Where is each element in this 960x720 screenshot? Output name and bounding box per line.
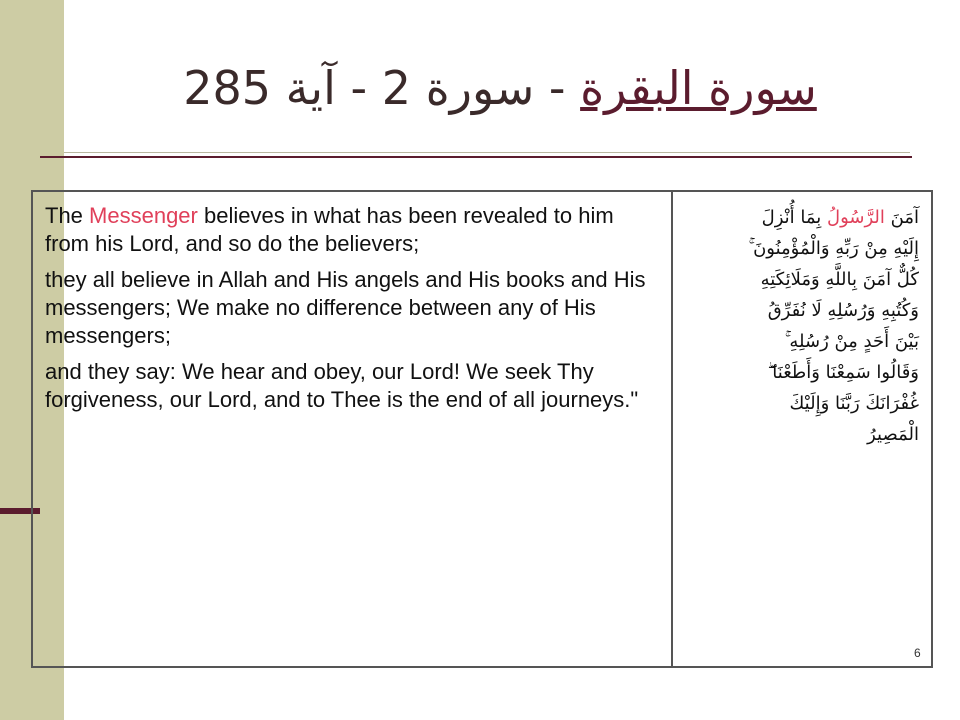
rasool-highlight: الرَّسُولُ <box>827 207 885 228</box>
arabic-line-8: الْمَصِيرُ <box>867 424 919 445</box>
arabic-line-2: إِلَيْهِ مِنْ رَبِّهِ وَالْمُؤْمِنُونَ ۚ <box>748 238 919 259</box>
page-title <box>120 56 880 120</box>
english-translation-cell <box>33 192 673 666</box>
sura-link[interactable]: سورة البقرة <box>580 61 817 115</box>
title-divider-thin <box>64 152 910 153</box>
arabic-line-3: كُلٌّ آمَنَ بِاللَّهِ وَمَلَائِكَتِهِ <box>760 269 919 290</box>
arabic-line-7: غُفْرَانَكَ رَبَّنَا وَإِلَيْكَ <box>789 393 919 414</box>
arabic-line-1: آمَنَ الرَّسُولُ بِمَا أُنْزِلَ <box>761 207 919 228</box>
title-divider <box>40 156 912 158</box>
arabic-line-6: وَقَالُوا سَمِعْنَا وَأَطَعْنَا ۖ <box>767 362 919 383</box>
arabic-line-5: بَيْنَ أَحَدٍ مِنْ رُسُلِهِ ۚ <box>784 331 919 352</box>
arabic-verse-cell <box>673 192 931 666</box>
slide-number: 6 <box>914 646 921 660</box>
title-rest: - سورة 2 - آية 285 <box>183 61 581 115</box>
english-paragraph-2: they all believe in Allah and His angels and His books and His messengers; We make no difference between any of His messengers; <box>45 267 646 348</box>
verse-table <box>31 190 933 668</box>
arabic-line-4: وَكُتُبِهِ وَرُسُلِهِ لَا نُفَرِّقُ <box>767 300 919 321</box>
english-paragraph-3: and they say: We hear and obey, our Lord! We seek Thy forgiveness, our Lord, and to Thee is the end of all journeys." <box>45 359 639 412</box>
messenger-highlight: Messenger <box>89 203 198 228</box>
english-paragraph-1: The Messenger believes in what has been revealed to him from his Lord, and so do the believers; <box>45 203 614 256</box>
